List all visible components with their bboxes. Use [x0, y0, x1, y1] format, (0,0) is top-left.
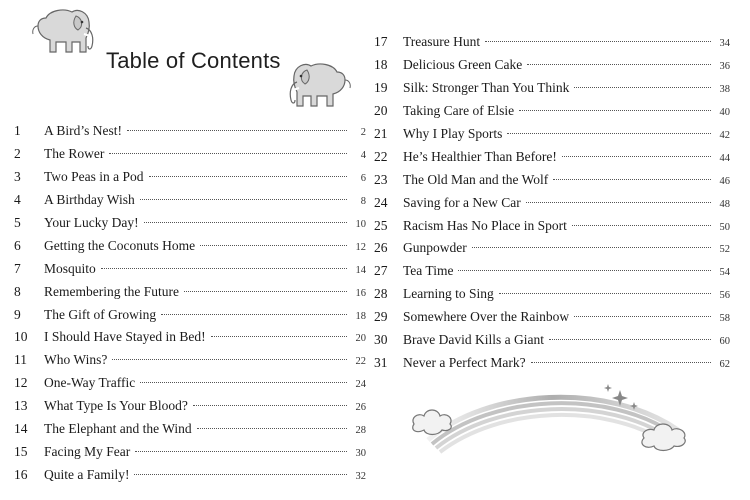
chapter-number: 25 [374, 217, 388, 233]
toc-column-right [368, 31, 730, 375]
toc-entry [0, 281, 366, 304]
dot-leader [184, 291, 347, 292]
chapter-title: The Rower [44, 145, 105, 161]
toc-column-left [0, 120, 366, 487]
page-number: 8 [360, 195, 366, 207]
dot-leader [458, 270, 711, 271]
dot-leader [574, 316, 711, 317]
chapter-title: Remembering the Future [44, 283, 179, 299]
chapter-title: Racism Has No Place in Sport [403, 217, 567, 233]
toc-entry [368, 100, 730, 123]
toc-entry [0, 258, 366, 281]
chapter-title: Your Lucky Day! [44, 214, 139, 230]
chapter-number: 30 [374, 332, 388, 348]
cloud-icon [413, 410, 452, 435]
dot-leader [485, 41, 711, 42]
dot-leader [574, 87, 711, 88]
chapter-title: Treasure Hunt [403, 34, 481, 49]
dot-leader [112, 359, 347, 360]
page-number: 24 [355, 379, 366, 391]
page-number: 14 [355, 264, 366, 276]
chapter-number: 14 [14, 421, 28, 437]
elephant-icon [26, 4, 98, 60]
toc-entry [368, 329, 730, 352]
page-number: 42 [719, 129, 730, 141]
chapter-number: 21 [374, 125, 388, 141]
chapter-title: A Bird’s Nest! [44, 123, 123, 138]
toc-entry [368, 352, 730, 375]
chapter-number: 28 [374, 286, 388, 302]
toc-entry [0, 326, 366, 349]
page-number: 40 [719, 106, 730, 118]
toc-entry [0, 189, 366, 212]
page-number: 62 [719, 359, 730, 371]
dot-leader [161, 314, 347, 315]
page-number: 10 [355, 218, 366, 230]
toc-entry [0, 441, 366, 464]
toc-entry [0, 372, 366, 395]
chapter-title: Why I Play Sports [403, 125, 503, 141]
dot-leader [193, 405, 347, 406]
chapter-number: 4 [14, 191, 21, 207]
toc-entry [0, 120, 366, 143]
page-number: 18 [355, 310, 366, 322]
toc-entry [0, 212, 366, 235]
chapter-number: 16 [14, 467, 28, 483]
chapter-number: 18 [374, 56, 388, 72]
dot-leader [140, 382, 347, 383]
toc-entry [0, 304, 366, 327]
chapter-number: 11 [14, 352, 27, 368]
chapter-number: 2 [14, 145, 21, 161]
dot-leader [553, 179, 711, 180]
elephant-icon [285, 58, 357, 114]
chapter-title: Delicious Green Cake [403, 56, 523, 72]
rainbow-icon [408, 380, 708, 460]
page-number: 48 [719, 198, 730, 210]
chapter-title: Learning to Sing [403, 286, 494, 302]
page-number: 50 [719, 221, 730, 233]
toc-entry [368, 123, 730, 146]
chapter-number: 31 [374, 355, 388, 371]
chapter-title: I Should Have Stayed in Bed! [44, 329, 206, 345]
page-number: 16 [355, 287, 366, 299]
toc-entry [368, 54, 730, 77]
chapter-number: 1 [14, 123, 21, 138]
dot-leader [572, 225, 711, 226]
chapter-title: The Elephant and the Wind [44, 421, 192, 437]
page-number: 36 [719, 60, 730, 72]
chapter-title: Getting the Coconuts Home [44, 237, 196, 253]
dot-leader [211, 336, 347, 337]
toc-entry [0, 464, 366, 487]
chapter-title: The Gift of Growing [44, 306, 157, 322]
dot-leader [531, 362, 711, 363]
page-number: 22 [355, 356, 366, 368]
toc-entry [368, 146, 730, 169]
chapter-title: Facing My Fear [44, 444, 131, 460]
page-number: 56 [719, 290, 730, 302]
page-title: Table of Contents [106, 48, 281, 73]
chapter-title: Never a Perfect Mark? [403, 355, 526, 371]
page-number: 60 [719, 336, 730, 348]
toc-entry [0, 166, 366, 189]
dot-leader [109, 153, 347, 154]
dot-leader [149, 176, 347, 177]
dot-leader [499, 293, 711, 294]
dot-leader [127, 130, 347, 131]
chapter-number: 8 [14, 283, 21, 299]
chapter-title: He’s Healthier Than Before! [403, 148, 557, 164]
page-number: 58 [719, 313, 730, 325]
page-number: 4 [360, 149, 366, 161]
dot-leader [526, 202, 711, 203]
page-number: 32 [355, 471, 366, 483]
chapter-title: Who Wins? [44, 352, 108, 368]
page-number: 28 [355, 425, 366, 437]
dot-leader [519, 110, 711, 111]
chapter-number: 29 [374, 309, 388, 325]
toc-entry [0, 143, 366, 166]
chapter-number: 5 [14, 214, 21, 230]
toc-entry [368, 192, 730, 215]
chapter-title: Silk: Stronger Than You Think [403, 79, 570, 95]
dot-leader [527, 64, 711, 65]
toc-entry [0, 395, 366, 418]
chapter-number: 9 [14, 306, 21, 322]
dot-leader [135, 451, 347, 452]
dot-leader [144, 222, 347, 223]
chapter-number: 23 [374, 171, 388, 187]
page-number: 54 [719, 267, 730, 279]
toc-entry [368, 283, 730, 306]
chapter-number: 22 [374, 148, 388, 164]
chapter-title: One-Way Traffic [44, 375, 136, 391]
toc-entry [368, 77, 730, 100]
dot-leader [134, 474, 347, 475]
chapter-title: Quite a Family! [44, 467, 130, 483]
chapter-title: Brave David Kills a Giant [403, 332, 544, 348]
dot-leader [140, 199, 347, 200]
page-number: 6 [360, 172, 366, 184]
dot-leader [507, 133, 711, 134]
page-number: 52 [719, 244, 730, 256]
dot-leader [200, 245, 347, 246]
chapter-number: 19 [374, 79, 388, 95]
chapter-title: Tea Time [403, 263, 454, 279]
chapter-title: Taking Care of Elsie [403, 102, 515, 118]
chapter-number: 24 [374, 194, 388, 210]
toc-entry [368, 31, 730, 54]
dot-leader [197, 428, 347, 429]
chapter-title: Gunpowder [403, 240, 467, 256]
chapter-number: 15 [14, 444, 28, 460]
chapter-number: 26 [374, 240, 388, 256]
toc-entry [0, 349, 366, 372]
toc-entry [0, 418, 366, 441]
chapter-number: 3 [14, 168, 21, 184]
chapter-title: The Old Man and the Wolf [403, 171, 549, 187]
chapter-number: 7 [14, 260, 21, 276]
page-number: 30 [355, 448, 366, 460]
page-number: 38 [719, 83, 730, 95]
chapter-title: Saving for a New Car [403, 194, 521, 210]
toc-entry [0, 235, 366, 258]
dot-leader [472, 247, 711, 248]
chapter-number: 6 [14, 237, 21, 253]
page-number: 46 [719, 175, 730, 187]
chapter-title: Somewhere Over the Rainbow [403, 309, 570, 325]
toc-entry [368, 237, 730, 260]
chapter-number: 27 [374, 263, 388, 279]
toc-entry [368, 215, 730, 238]
chapter-number: 12 [14, 375, 28, 391]
page-number: 2 [360, 127, 366, 138]
toc-entry [368, 306, 730, 329]
page-number: 44 [719, 152, 730, 164]
page-number: 20 [355, 333, 366, 345]
chapter-number: 20 [374, 102, 388, 118]
page-number: 12 [355, 241, 366, 253]
chapter-number: 13 [14, 398, 28, 414]
dot-leader [549, 339, 711, 340]
dot-leader [562, 156, 711, 157]
chapter-title: Two Peas in a Pod [44, 168, 144, 184]
chapter-title: A Birthday Wish [44, 191, 135, 207]
chapter-number: 17 [374, 34, 388, 49]
chapter-title: What Type Is Your Blood? [44, 398, 188, 414]
chapter-number: 10 [14, 329, 28, 345]
toc-entry [368, 260, 730, 283]
dot-leader [101, 268, 347, 269]
toc-entry [368, 169, 730, 192]
page-number: 34 [719, 38, 730, 49]
page-number: 26 [355, 402, 366, 414]
chapter-title: Mosquito [44, 260, 96, 276]
